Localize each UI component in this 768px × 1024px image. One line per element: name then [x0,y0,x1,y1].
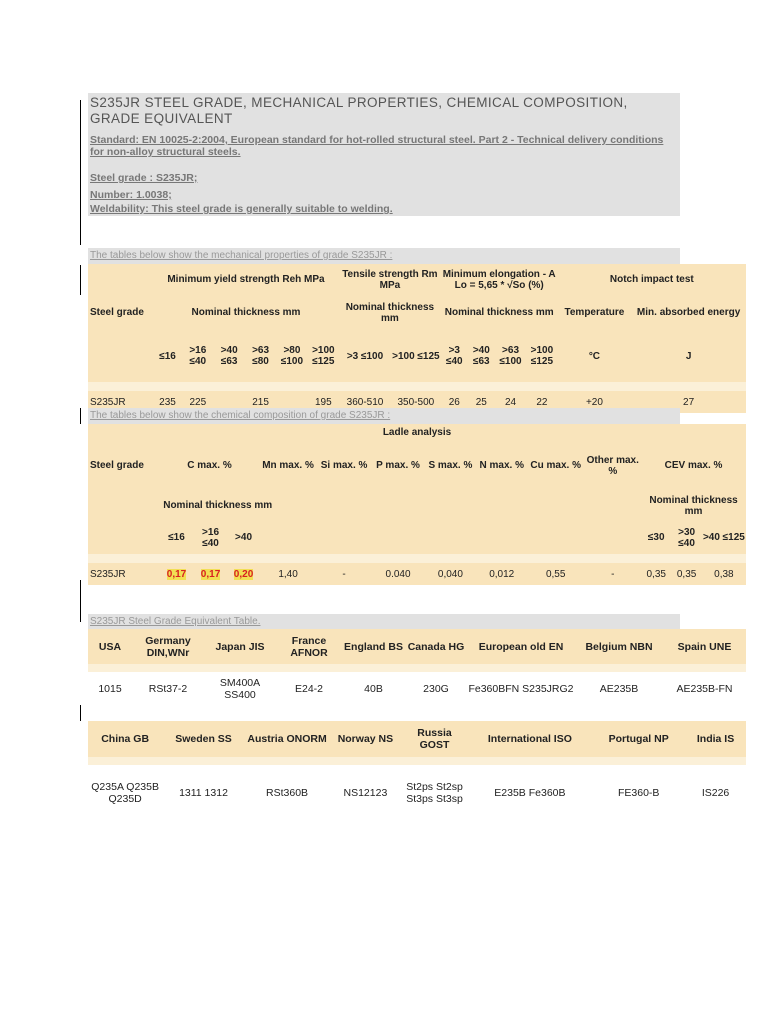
cell: 0,040 [424,563,476,585]
col-header: ≤30 [641,521,671,554]
chem-caption[interactable]: The tables below show the chemical composition of grade S235JR : [88,408,680,424]
country-header: Canada HG [405,629,467,664]
grade-link[interactable]: Steel grade : S235JR; [90,172,198,184]
col-header: >40 ≤125 [702,521,746,554]
notch-header: Notch impact test [558,264,746,295]
country-header: Belgium NBN [575,629,663,664]
margin-bar [80,705,81,721]
col-header: >40 [227,521,259,554]
cell: 360-510 [339,391,391,413]
p-header: P max. % [372,441,424,490]
col-header: >100 ≤125 [526,330,557,382]
steel-grade-header: Steel grade [88,441,159,490]
cell: 0.040 [372,563,424,585]
elongation-header: Minimum elongation - A Lo = 5,65 * √So (%) [441,264,558,295]
cell: 195 [308,391,339,413]
col-header: >16 ≤40 [194,521,228,554]
col-header: >63 ≤100 [495,330,526,382]
table-row [88,672,746,706]
mn-header: Mn max. % [260,441,317,490]
highlighted-cell: 0,17 [200,568,221,580]
thickness-header: Nominal thickness mm [159,490,316,521]
cell: AE235B [599,683,639,695]
chem-table [88,424,746,585]
cell: - [584,563,641,585]
col-header: >40 ≤63 [214,330,245,382]
cell: 1,40 [260,563,317,585]
cell: 350-500 [391,391,441,413]
highlighted-cell: 0,17 [166,568,187,580]
col-header: >3 ≤100 [339,330,391,382]
cell: 0,38 [702,563,746,585]
country-header: Norway NS [329,721,401,757]
equiv-caption[interactable]: S235JR Steel Grade Equivalent Table. [88,614,680,630]
country-header: Japan JIS [204,629,276,664]
cell: 230G [423,683,449,695]
header-block [88,93,680,216]
country-header: India IS [685,721,746,757]
country-header: Russia GOST [402,721,468,757]
cell: 0,55 [527,563,585,585]
ladle-header: Ladle analysis [88,424,746,441]
table-row [88,563,746,585]
standard-link[interactable]: Standard: EN 10025-2:2004, European standard for hot-rolled structural steel. Part 2 - Technical delivery conditions for non-alloy structural steels. [90,134,664,158]
country-header: Austria ONORM [245,721,330,757]
n-header: N max. % [477,441,527,490]
cell: 235 [153,391,182,413]
mech-table [88,264,746,413]
cell: AE235B-FN [676,683,733,695]
country-header: USA [88,629,132,664]
cu-header: Cu max. % [527,441,585,490]
c-header: C max. % [159,441,260,490]
col-header: >40 ≤63 [468,330,495,382]
col-header: >100 ≤125 [391,330,441,382]
weldability-link[interactable]: Weldability: This steel grade is generally suitable to welding. [90,203,393,215]
country-header: Sweden SS [162,721,245,757]
country-header: France AFNOR [276,629,342,664]
cell: 22 [526,391,557,413]
col-header: >30 ≤40 [671,521,701,554]
cell: E24-2 [294,683,324,695]
cell: 24 [495,391,526,413]
cell: 40B [364,683,383,695]
country-header: Portugal NP [592,721,685,757]
cell: S235JR [88,563,159,585]
cell: RSt37-2 [148,683,188,695]
margin-bar [80,580,81,622]
equiv-table-1 [88,629,746,706]
cell: 0,35 [641,563,671,585]
energy-header: Min. absorbed energy [631,295,746,330]
thickness-header: Nominal thickness mm [339,295,441,330]
cell: 0,012 [477,563,527,585]
cell: RSt360B [266,787,309,799]
page-title: S235JR STEEL GRADE, MECHANICAL PROPERTIES, CHEMICAL COMPOSITION, GRADE EQUIVALENT [90,95,628,126]
cell: 26 [441,391,468,413]
cell: IS226 [701,787,730,799]
cev-header: CEV max. % [641,441,746,490]
other-header: Other max. % [584,441,641,490]
cell: St2ps St2sp St3ps St3sp [406,781,463,805]
col-header: °C [558,330,632,382]
cell: SM400A SS400 [219,677,261,701]
cell: Q235A Q235B Q235D [91,781,159,805]
thickness-header: Nominal thickness mm [153,295,339,330]
col-header: >16 ≤40 [182,330,213,382]
tensile-header: Tensile strength Rm MPa [339,264,441,295]
equiv-table-2 [88,721,746,821]
cell: NS12123 [343,787,388,799]
si-header: Si max. % [316,441,372,490]
cell: 25 [468,391,495,413]
country-header: Germany DIN,WNr [132,629,204,664]
col-header: >100 ≤125 [308,330,339,382]
cell: 1311 1312 [179,787,228,799]
mech-caption[interactable]: The tables below show the mechanical properties of grade S235JR : [88,248,680,264]
steel-grade-header: Steel grade [88,295,153,330]
col-header: >63 ≤80 [245,330,276,382]
country-header: England BS [342,629,405,664]
cell: 0,35 [671,563,701,585]
col-header: ≤16 [153,330,182,382]
margin-bar [80,100,81,245]
cell: - [316,563,372,585]
cell: S235JR [88,391,153,413]
margin-bar [80,408,81,424]
cell: +20 [558,391,632,413]
yield-header: Minimum yield strength Reh MPa [153,264,339,295]
cell: Fe360BFN S235JRG2 [468,683,574,695]
margin-bar [80,265,81,295]
table-row [88,765,746,821]
cell: 215 [214,391,308,413]
country-header: International ISO [468,721,593,757]
temperature-header: Temperature [558,295,632,330]
country-header: China GB [88,721,162,757]
s-header: S max. % [424,441,476,490]
col-header: J [631,330,746,382]
country-header: European old EN [467,629,575,664]
thickness-header: Nominal thickness mm [441,295,558,330]
col-header: ≤16 [159,521,194,554]
number-link[interactable]: Number: 1.0038; [90,189,172,201]
cell: 225 [182,391,213,413]
highlighted-cell: 0,20 [233,568,254,580]
thickness-header: Nominal thickness mm [641,490,746,521]
col-header: >80 ≤100 [276,330,307,382]
country-header: Spain UNE [663,629,746,664]
cell: 27 [631,391,746,413]
cell: E235B Fe360B [494,787,566,799]
col-header: >3 ≤40 [441,330,468,382]
cell: 1015 [98,683,122,695]
cell: FE360-B [617,787,660,799]
